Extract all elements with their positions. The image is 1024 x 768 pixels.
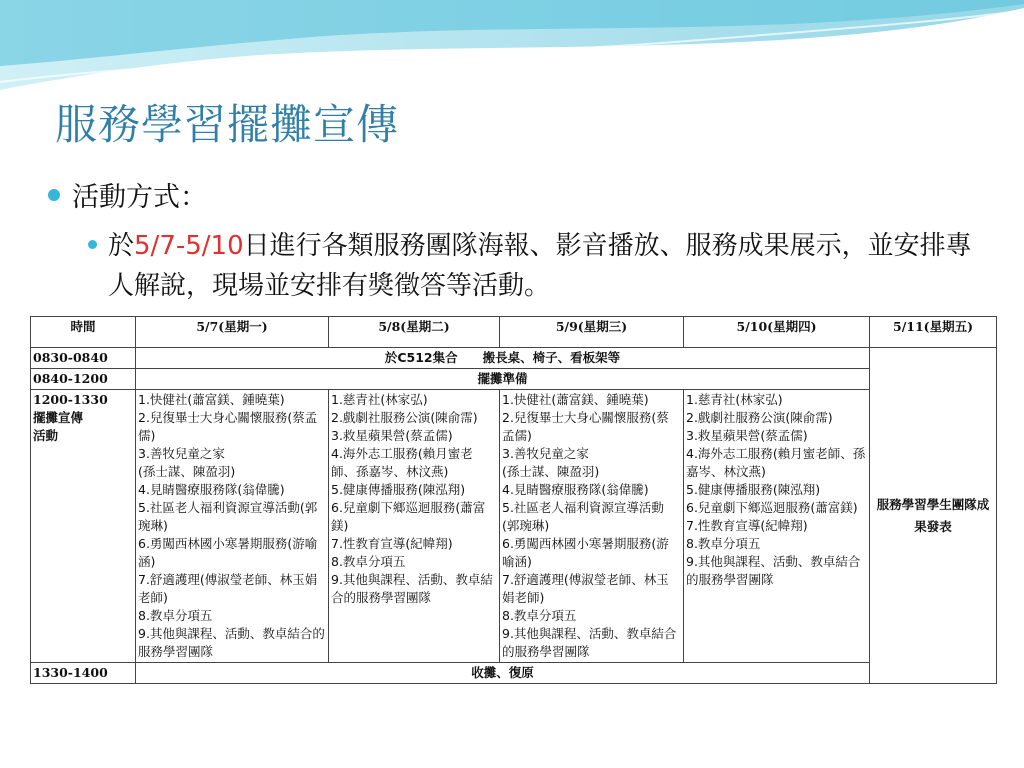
header-day: 5/10(星期四)	[684, 317, 870, 348]
activity-item: 1.慈青社(林家弘)	[686, 392, 783, 407]
merged-activity-cell: 擺攤準備	[136, 369, 870, 390]
activity-item: 2.兒復畢士大身心關懷服務(蔡孟儒)	[138, 410, 318, 443]
merged-activity-cell: 收攤、復原	[136, 663, 870, 684]
activity-item: 2.兒復畢士大身心關懷服務(蔡孟儒)	[502, 410, 669, 443]
activity-item: 8.教卓分項五	[138, 608, 213, 623]
bullet-text	[108, 226, 988, 306]
activity-item: 5.社區老人福利資源宣導活動(郭琬琳)	[502, 500, 664, 533]
time-cell: 1330-1400	[31, 663, 136, 684]
friday-cell: 服務學習學生團隊成果發表	[870, 348, 997, 684]
activity-item: 3.善牧兒童之家 (孫士謀、陳盈羽)	[138, 446, 236, 479]
activity-item: 3.救星蘋果營(蔡孟儒)	[686, 428, 808, 443]
time-cell: 1200-1330 擺攤宣傳 活動	[31, 390, 136, 663]
day-activities-cell	[136, 390, 329, 663]
header-time: 時間	[31, 317, 136, 348]
activity-item: 8.教卓分項五	[331, 554, 406, 569]
bullet-prefix: 於	[108, 231, 135, 261]
activity-item: 9.其他與課程、活動、教卓結合的服務學習團隊	[502, 626, 677, 659]
slide-title: 服務學習擺攤宣傳	[55, 100, 400, 149]
bullet-text: 活動方式：	[72, 182, 207, 213]
activity-item: 5.社區老人福利資源宣導活動(郭琬琳)	[138, 500, 318, 533]
activity-item: 9.其他與課程、活動、教卓結合的服務學習團隊	[331, 572, 493, 605]
day-activities-cell	[500, 390, 684, 663]
table-row	[31, 348, 997, 369]
time-cell: 0830-0840	[31, 348, 136, 369]
header-day: 5/9(星期三)	[500, 317, 684, 348]
activity-item: 1.慈青社(林家弘)	[331, 392, 428, 407]
date-range-highlight: 5/7-5/10	[134, 231, 244, 261]
bullet-dot-icon	[88, 240, 97, 249]
time-cell: 0840-1200	[31, 369, 136, 390]
bullet-rest: 日進行各類服務團隊海報、影音播放、服務成果展示，並安排專人解說，現場並安排有獎徵答等活動。	[108, 231, 972, 301]
activity-item: 4.見睛醫療服務隊(翁偉騰)	[502, 482, 649, 497]
activity-item: 9.其他與課程、活動、教卓結合的服務學習團隊	[138, 626, 325, 659]
activity-item: 3.善牧兒童之家 (孫士謀、陳盈羽)	[502, 446, 600, 479]
activity-item: 4.海外志工服務(賴月蜜老師、孫嘉岑、林汶燕)	[686, 446, 866, 479]
bullet-dot-icon	[48, 189, 60, 201]
table-row	[31, 390, 997, 663]
day-activities-cell	[684, 390, 870, 663]
merged-activity-cell: 於C512集合 搬長桌、椅子、看板架等	[136, 348, 870, 369]
activity-item: 8.教卓分項五	[502, 608, 577, 623]
activity-item: 6.勇闖西林國小寒暑期服務(游喻涵)	[138, 536, 318, 569]
activity-item: 7.性教育宣導(紀幃翔)	[686, 518, 808, 533]
activity-item: 4.見睛醫療服務隊(翁偉騰)	[138, 482, 285, 497]
header-day: 5/7(星期一)	[136, 317, 329, 348]
bullet-level1	[48, 175, 207, 214]
activity-item: 5.健康傳播服務(陳泓翔)	[686, 482, 821, 497]
activity-item: 1.快健社(蕭富鎂、鍾曉葉)	[138, 392, 285, 407]
activity-item: 4.海外志工服務(賴月蜜老師、孫嘉岑、林汶燕)	[331, 446, 473, 479]
activity-item: 1.快健社(蕭富鎂、鍾曉葉)	[502, 392, 649, 407]
header-day: 5/8(星期二)	[329, 317, 500, 348]
bullet-level2	[88, 226, 988, 306]
activity-item: 3.救星蘋果營(蔡孟儒)	[331, 428, 453, 443]
activity-item: 9.其他與課程、活動、教卓結合的服務學習團隊	[686, 554, 861, 587]
activity-item: 7.舒適護理(傅淑瑩老師、林玉娟老師)	[502, 572, 669, 605]
header-day: 5/11(星期五)	[870, 317, 997, 348]
activity-item: 2.戲劇社服務公演(陳俞霈)	[686, 410, 833, 425]
activity-item: 2.戲劇社服務公演(陳俞霈)	[331, 410, 478, 425]
activity-item: 6.兒童劇下鄉巡迴服務(蕭富鎂)	[686, 500, 858, 515]
activity-item: 6.勇闖西林國小寒暑期服務(游喻涵)	[502, 536, 669, 569]
activity-item: 7.舒適護理(傅淑瑩老師、林玉娟老師)	[138, 572, 318, 605]
schedule-table	[30, 316, 997, 684]
table-row	[31, 369, 997, 390]
activity-item: 7.性教育宣導(紀幃翔)	[331, 536, 453, 551]
activity-item: 6.兒童劇下鄉巡迴服務(蕭富鎂)	[331, 500, 486, 533]
table-row	[31, 663, 997, 684]
table-header-row	[31, 317, 997, 348]
activity-item: 8.教卓分項五	[686, 536, 761, 551]
day-activities-cell	[329, 390, 500, 663]
activity-item: 5.健康傳播服務(陳泓翔)	[331, 482, 466, 497]
